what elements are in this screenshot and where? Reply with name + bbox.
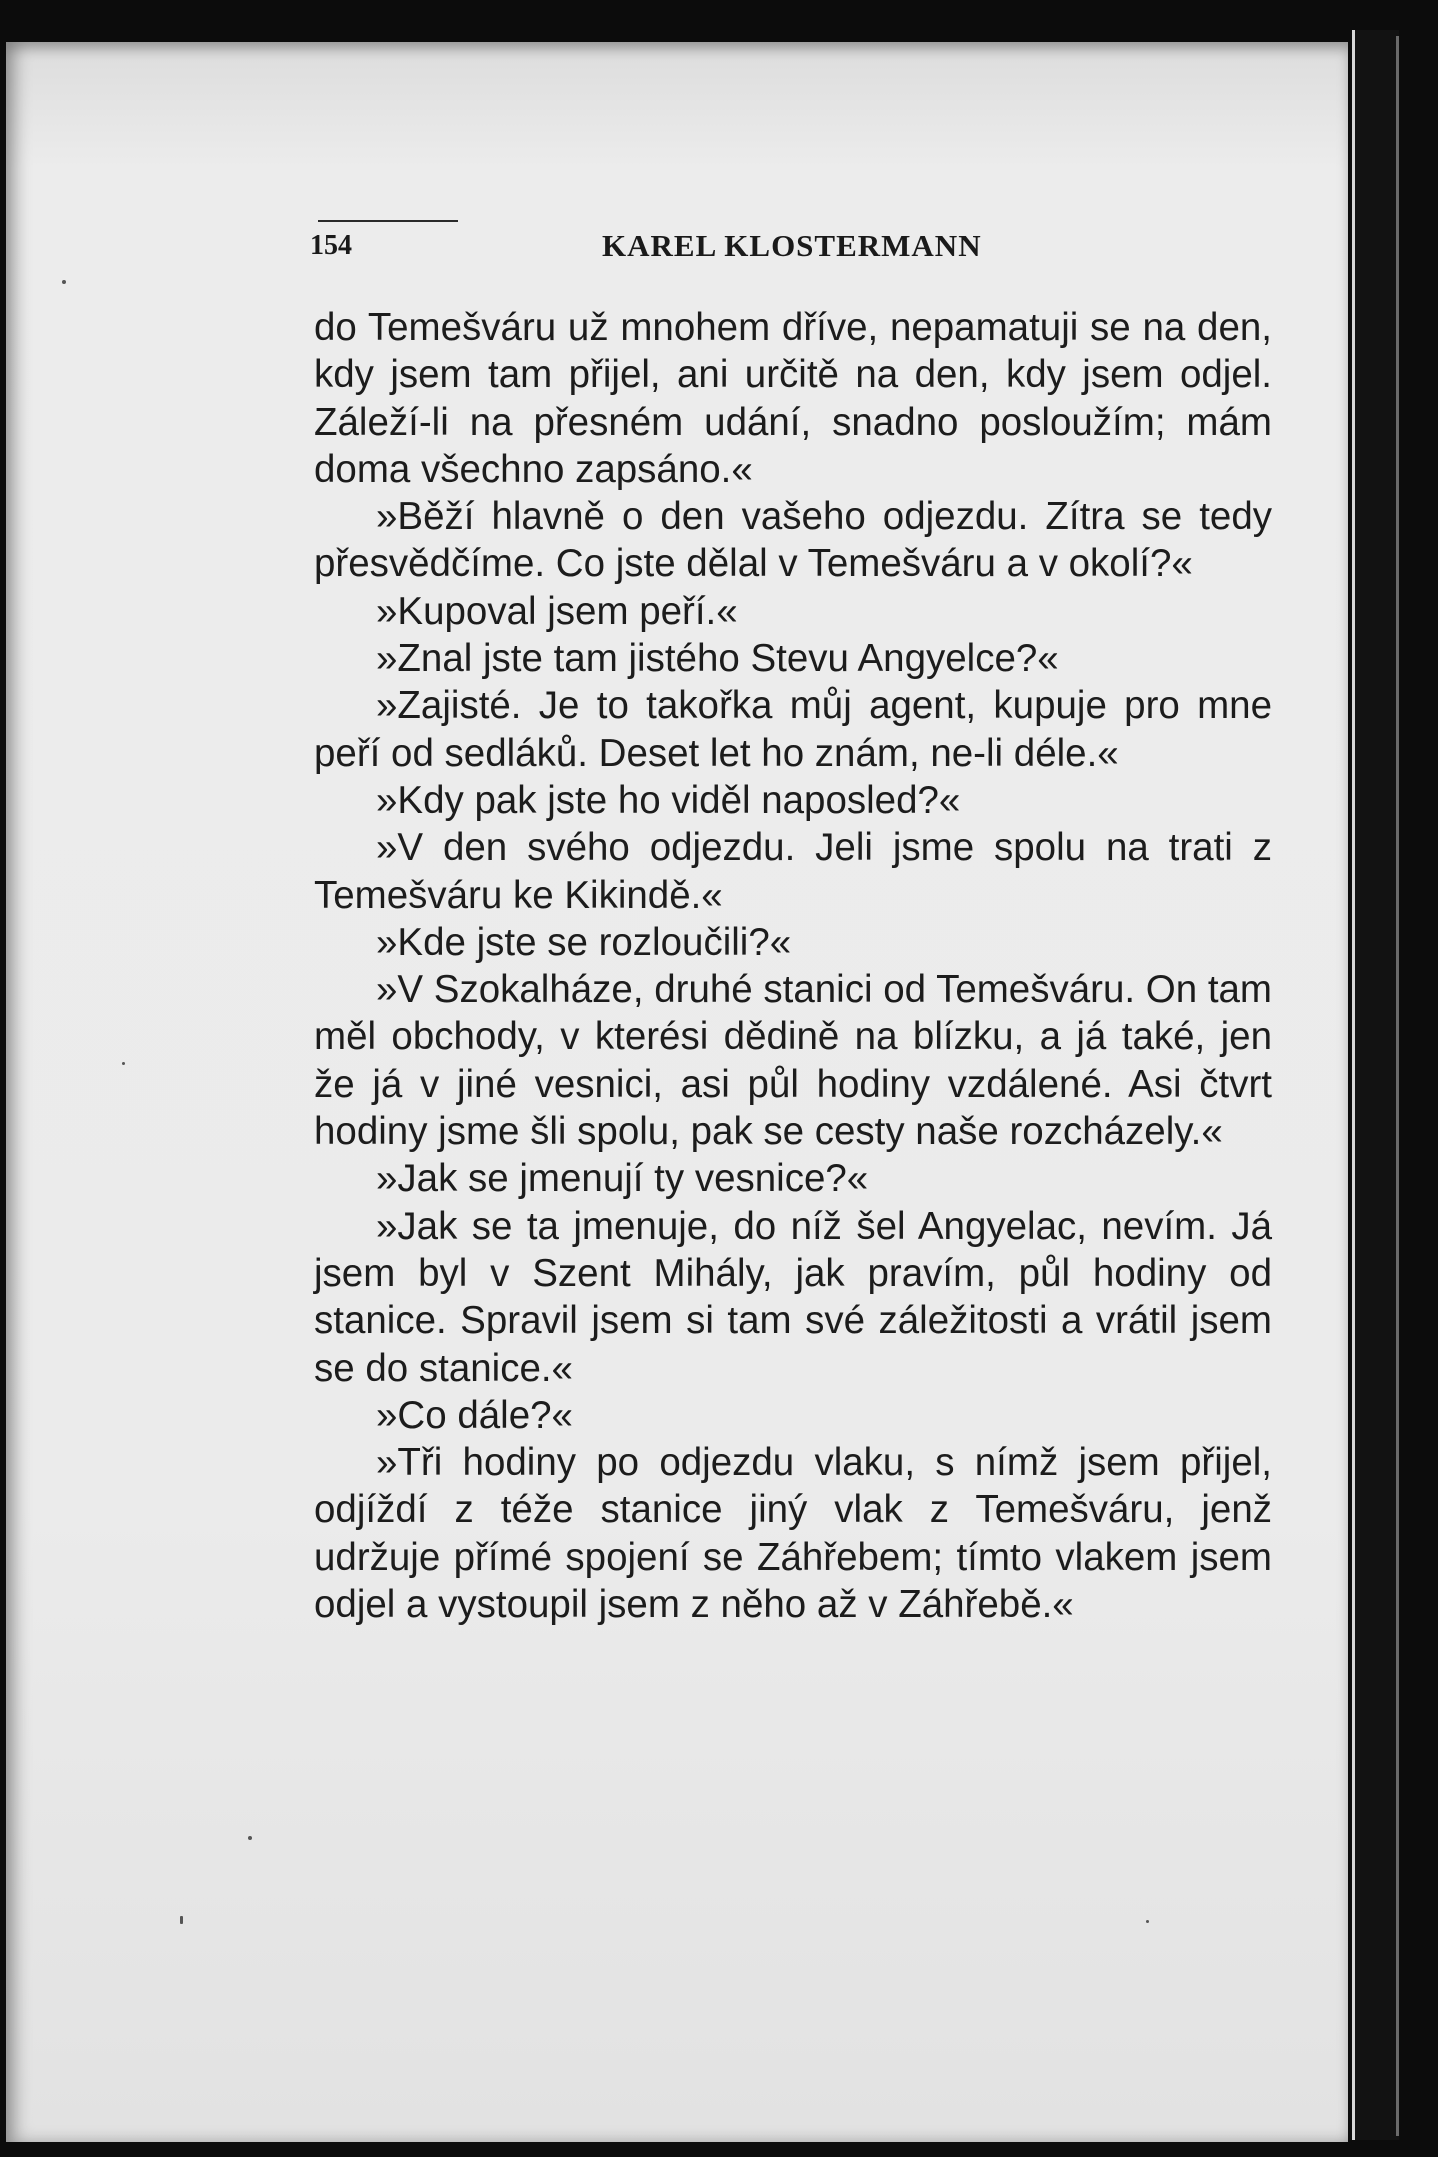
page-number: 154 — [310, 230, 352, 261]
paragraph: »Kdy pak jste ho viděl naposled?« — [376, 778, 961, 822]
paragraph: »V den svého odjezdu. Jeli jsme spolu na trati z Temešváru ke Kikindě.« — [314, 826, 1272, 917]
paragraph: »Znal jste tam jistého Stevu Angyelce?« — [376, 637, 1059, 681]
paragraph: »Co dále?« — [376, 1393, 573, 1437]
running-head: KAREL KLOSTERMANN — [602, 228, 982, 263]
body-text — [314, 304, 1272, 1628]
paper-speck — [248, 1836, 252, 1840]
paragraph: »Kde jste se rozloučili?« — [376, 920, 792, 964]
paper-speck — [122, 1062, 125, 1065]
paragraph: »Jak se ta jmenuje, do níž šel Angyelac, nevím. Já jsem byl v Szent Mihály, jak pravím, půl hodiny od stanice. Spravil jsem si tam své záležitosti a vrátil jsem se do stanice.« — [314, 1204, 1272, 1390]
paper-speck — [62, 280, 66, 284]
paragraph: »V Szokalháze, druhé stanici od Temešváru. On tam měl obchody, v kterési dědině na blízku, a já také, jen že já v jiné vesnici, asi půl hodiny vzdálené. Asi čtvrt hodiny jsme šli spolu, pak se cesty naše rozcházely.« — [314, 968, 1272, 1154]
header-rule — [318, 220, 458, 222]
paragraph: »Běží hlavně o den vašeho odjezdu. Zítra se tedy přesvědčíme. Co jste dělal v Temešváru a v okolí?« — [314, 495, 1272, 586]
paragraph: »Kupoval jsem peří.« — [376, 589, 738, 633]
page-edge-line — [1396, 36, 1399, 2136]
page-header — [310, 224, 1260, 264]
paragraph: »Tři hodiny po odjezdu vlaku, s nímž jsem přijel, odjíždí z téže stanice jiný vlak z Temešváru, jenž udržuje přímé spojení se Záhřebem; tímto vlakem jsem odjel a vystoupil jsem z něho až v Záhřebě.« — [314, 1441, 1272, 1627]
paragraph: »Zajisté. Je to takořka můj agent, kupuje pro mne peří od sedláků. Deset let ho znám, ne-li déle.« — [314, 684, 1272, 775]
paragraph: do Temešváru už mnohem dříve, nepamatuji se na den, kdy jsem tam přijel, ani určitě na den, kdy jsem odjel. Záleží-li na přesném udání, snadno posloužím; mám doma všechno zapsáno.« — [314, 306, 1272, 491]
paragraph: »Jak se jmenují ty vesnice?« — [376, 1157, 869, 1201]
adjacent-page-edge — [1352, 30, 1399, 2140]
paper-speck — [1146, 1920, 1149, 1923]
paper-speck — [180, 1916, 183, 1924]
